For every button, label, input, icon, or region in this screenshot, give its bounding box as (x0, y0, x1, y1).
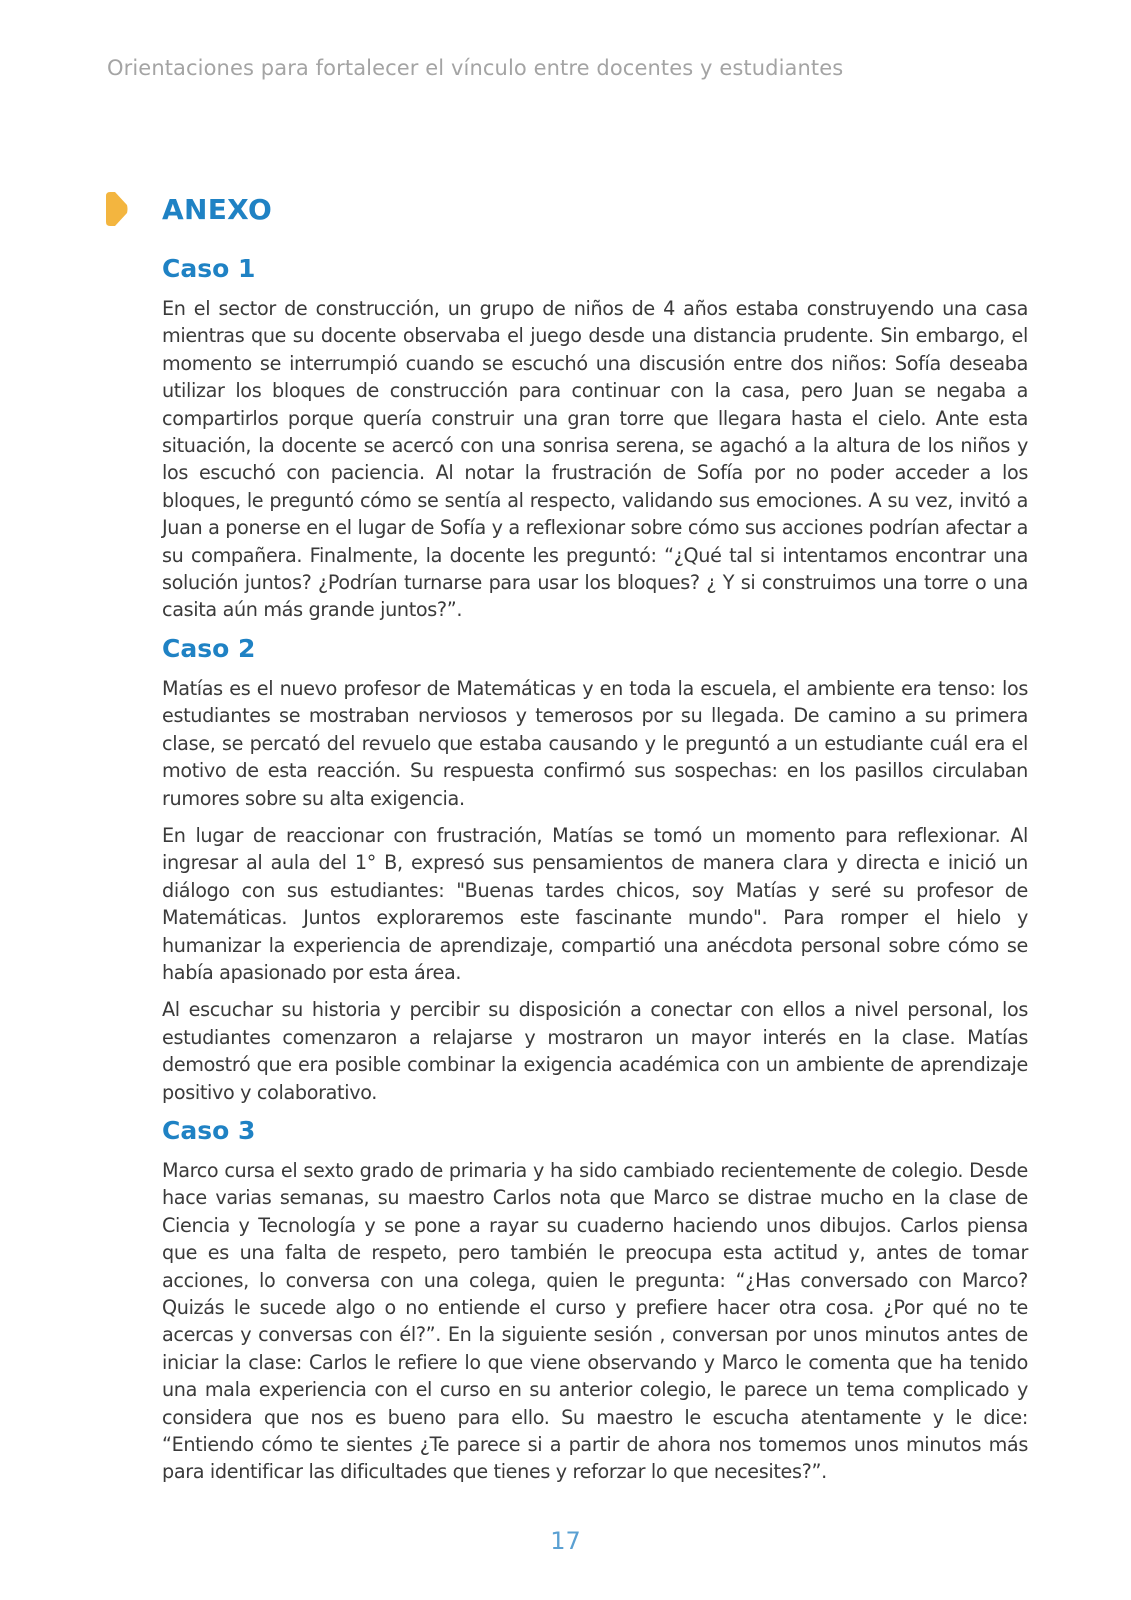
case-paragraph: Al escuchar su historia y percibir su disposición a conectar con ellos a nivel personal, los estudiantes comenzaron a relajarse y mostraron un mayor interés en la clase. Matías demostró que era posible combinar la exigencia académica con un ambiente de aprendizaje positivo y colaborativo. (162, 998, 1028, 1104)
case-title: Caso 3 (162, 1115, 256, 1145)
running-header: Orientaciones para fortalecer el vínculo entre docentes y estudiantes (107, 56, 844, 80)
case-3 (162, 1116, 1028, 1486)
case-1 (162, 254, 1028, 624)
annex-content (162, 254, 1028, 1496)
page-number: 17 (550, 1527, 581, 1555)
case-paragraph: En lugar de reaccionar con frustración, Matías se tomó un momento para reflexionar. Al ingresar al aula del 1° B, expresó sus pensamientos de manera clara y directa e inició un diálogo con sus estudiantes: "Buenas tardes chicos, soy Matías y seré su profesor de Matemáticas. Juntos exploraremos este fascinante mundo". Para romper el hielo y humanizar la experiencia de aprendizaje, compartió una anécdota personal sobre cómo se había apasionado por esta área. (162, 823, 1028, 984)
section-marker-icon (106, 192, 128, 226)
case-paragraph: En el sector de construcción, un grupo de niños de 4 años estaba construyendo una casa mientras que su docente observaba el juego desde una distancia prudente. Sin embargo, el momento se interrumpió cuando se escuchó una discusión entre dos niños: Sofía deseaba utilizar los bloques de construcción para continuar con la casa, pero Juan se negaba a compartirlos porque quería construir una gran torre que llegara hasta el cielo. Ante esta situación, la docente se acercó con una sonrisa serena, se agachó a la altura de los niños y los escuchó con paciencia. Al notar la frustración de Sofía por no poder acceder a los bloques, le preguntó cómo se sentía al respecto, validando sus emociones. A su vez, invitó a Juan a ponerse en el lugar de Sofía y a reflexionar sobre cómo sus acciones podrían afectar a su compañera. Finalmente, la docente les preguntó: “¿Qué tal si intentamos encontrar una solución juntos? ¿Podrían turnarse para usar los bloques? ¿ Y si construimos una torre o una casita aún más grande juntos?”. (162, 297, 1028, 622)
case-2 (162, 634, 1028, 1106)
case-title: Caso 2 (162, 633, 256, 663)
case-paragraph: Marco cursa el sexto grado de primaria y ha sido cambiado recientemente de colegio. Desde hace varias semanas, su maestro Carlos nota que Marco se distrae mucho en la clase de Ciencia y Tecnología y se pone a rayar su cuaderno haciendo unos dibujos. Carlos piensa que es una falta de respeto, pero también le preocupa esta actitud y, antes de tomar acciones, lo conversa con una colega, quien le pregunta: “¿Has conversado con Marco? Quizás le sucede algo o no entiende el curso y prefiere hacer otra cosa. ¿Por qué no te acercas y conversas con él?”. En la siguiente sesión , conversan por unos minutos antes de iniciar la clase: Carlos le refiere lo que viene observando y Marco le comenta que ha tenido una mala experiencia con el curso en su anterior colegio, le parece un tema complicado y considera que nos es bueno para ello. Su maestro le escucha atentamente y le dice: “Entiendo cómo te sientes ¿Te parece si a partir de ahora nos tomemos unos minutos más para identificar las dificultades que tienes y reforzar lo que necesites?”. (162, 1158, 1028, 1484)
case-paragraph: Matías es el nuevo profesor de Matemáticas y en toda la escuela, el ambiente era tenso: los estudiantes se mostraban nerviosos y temerosos por su llegada. De camino a su primera clase, se percató del revuelo que estaba causando y le preguntó a un estudiante cuál era el motivo de esta reacción. Su respuesta confirmó sus sospechas: en los pasillos circulaban rumores sobre su alta exigencia. (162, 676, 1028, 810)
section-title: ANEXO (162, 193, 273, 226)
case-title: Caso 1 (162, 254, 256, 283)
